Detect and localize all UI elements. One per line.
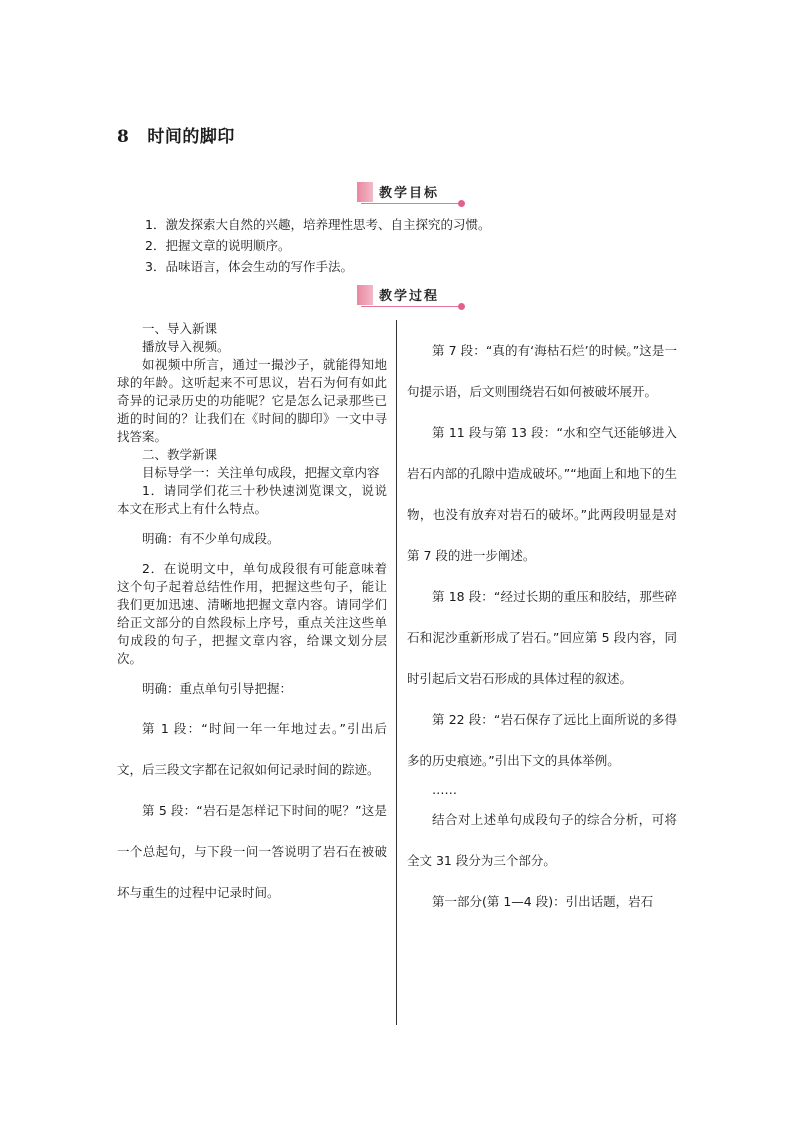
column-divider: [396, 320, 397, 1025]
goals-heading: 教学目标: [379, 186, 440, 201]
banner-underline: [361, 203, 459, 204]
right-column: [407, 330, 677, 922]
paragraph: 第 5 段：“岩石是怎样记下时间的呢？”这是一个总起句，与下段一问一答说明了岩石在被破坏与重生的过程中记录时间。: [117, 803, 387, 900]
paragraph: 第 18 段：“经过长期的重压和胶结，那些碎石和泥沙重新形成了岩石。”回应第 5 段内容，同时引起后文岩石形成的具体过程的叙述。: [407, 589, 677, 686]
banner-flag: [357, 285, 373, 305]
paragraph: 结合对上述单句成段句子的综合分析，可将全文 31 段分为三个部分。: [407, 812, 677, 868]
banner-dot-icon: [458, 303, 465, 310]
paragraph: 第 22 段：“岩石保存了远比上面所说的多得多的历史痕迹。”引出下文的具体举例。: [407, 712, 677, 768]
ellipsis-paragraph: ……: [432, 782, 457, 797]
paragraph: 第 1 段：“时间一年一年地过去。”引出后文，后三段文字都在记叙如何记录时间的踪迹。: [117, 721, 387, 777]
process-heading: 教学过程: [379, 289, 440, 304]
paragraph: 目标导学一：关注单句成段，把握文章内容: [142, 465, 380, 480]
paragraph: 第 7 段：“真的有‘海枯石烂’的时候。”这是一句提示语，后文则围绕岩石如何被破坏展开。: [407, 343, 677, 399]
paragraph: 2．在说明文中，单句成段很有可能意味着这个句子起着总结性作用，把握这些句子，能让我们更加迅速、清晰地把握文章内容。请同学们给正文部分的自然段标上序号，重点关注这些单句成段的句子，把握文章内容，给课文划分层次。: [117, 561, 387, 666]
paragraph: 第 11 段与第 13 段：“水和空气还能够进入岩石内部的孔隙中造成破坏。”“地面上和地下的生物，也没有放弃对岩石的破坏。”此两段明显是对第 7 段的进一步阐述。: [407, 425, 677, 563]
banner-dot-icon: [458, 200, 465, 207]
paragraph: 第一部分(第 1—4 段)：引出话题，岩石: [432, 894, 654, 909]
goals-heading-banner: [357, 182, 467, 206]
lesson-title-text: 时间的脚印: [147, 127, 235, 147]
goal-item: 1．激发探索大自然的兴趣，培养理性思考、自主探究的习惯。: [145, 217, 491, 232]
paragraph: 明确：有不少单句成段。: [142, 531, 280, 546]
goals-list: [145, 214, 490, 277]
process-heading-banner: [357, 285, 467, 309]
lesson-title: [117, 122, 235, 147]
banner-flag: [357, 182, 373, 202]
left-column: [117, 320, 387, 913]
paragraph: 明确：重点单句引导把握：: [142, 681, 293, 696]
paragraph: 一、导入新课: [142, 321, 218, 336]
paragraph: 如视频中所言，通过一撮沙子，就能得知地球的年龄。这听起来不可思议，岩石为何有如此奇异的记录历史的功能呢？它是怎么记录那些已逝的时间的？让我们在《时间的脚印》一文中寻找答案。: [117, 357, 387, 444]
banner-underline: [361, 306, 459, 307]
goal-item: 2．把握文章的说明顺序。: [145, 238, 291, 253]
paragraph: 二、教学新课: [142, 447, 218, 462]
lesson-number: 8: [117, 127, 130, 147]
paragraph: 播放导入视频。: [142, 339, 230, 354]
paragraph: 1．请同学们花三十秒快速浏览课文，说说本文在形式上有什么特点。: [117, 483, 387, 516]
goal-item: 3．品味语言，体会生动的写作手法。: [145, 259, 353, 274]
